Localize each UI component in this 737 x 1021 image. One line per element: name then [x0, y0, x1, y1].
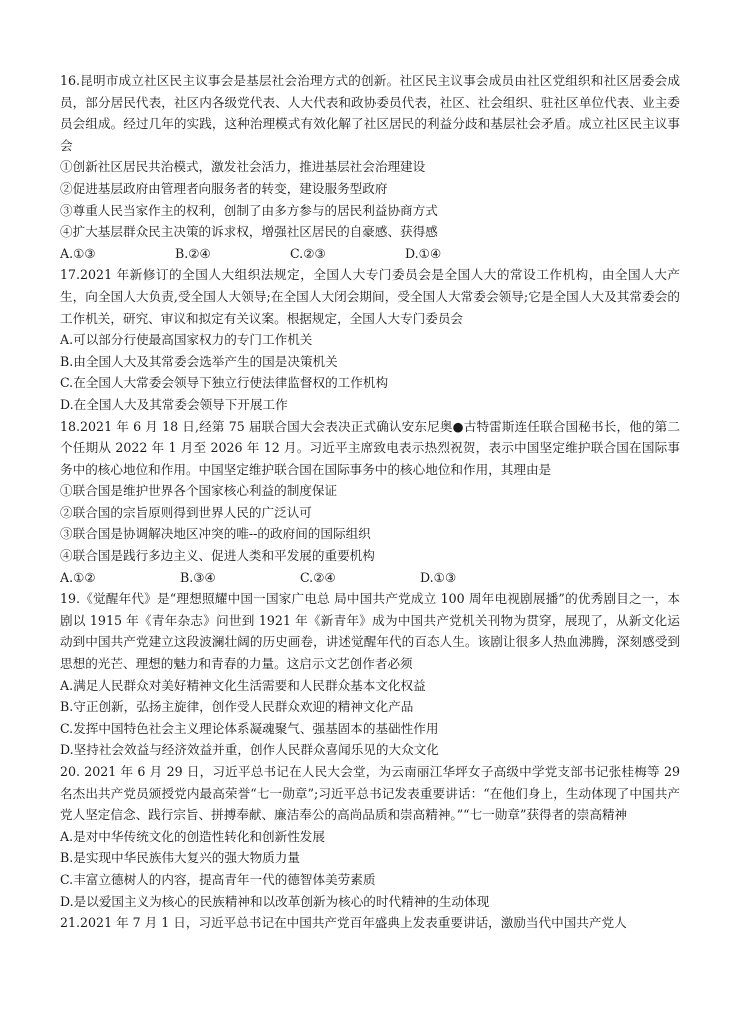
statement-item: ②促进基层政府由管理者向服务者的转变，建设服务型政府 [60, 180, 388, 196]
statement-item: ①创新社区居民共治模式，激发社会活力，推进基层社会治理建设 [60, 159, 426, 175]
choice-a: A.是对中华传统文化的创造性转化和创新性发展 [60, 828, 325, 844]
question-21 [60, 912, 680, 934]
statement-item: ④联合国是践行多边主义、促进人类和平发展的重要机构 [60, 548, 375, 564]
question-stem: 16.昆明市成立社区民主议事会是基层社会治理方式的创新。社区民主议事会成员由社区党组织和社区居委会成员，部分居民代表，社区内各级党代表、人大代表和政协委员代表，社区、社会组织、驻社区单位代表、业主委员会组成。经过几年的实践，这种治理模式有效化解了社区居民的利益分歧和基层社会矛盾。成立社区民主议事会 [60, 73, 680, 153]
choice-b: B.是实现中华民族伟大复兴的强大物质力量 [60, 850, 300, 866]
choice-d: D.坚持社会效益与经济效益并重，创作人民群众喜闻乐见的大众文化 [60, 742, 439, 758]
option-c: C.②③ [290, 245, 326, 261]
question-17 [60, 264, 680, 415]
statement-item: ①联合国是维护世界各个国家核心利益的制度保证 [60, 483, 338, 499]
statement-item: ③联合国是协调解决地区冲突的唯--的政府间的国际组织 [60, 526, 371, 542]
question-stem: 17.2021 年新修订的全国人大组织法规定，全国人大专门委员会是全国人大的常设工作机构，由全国人大产生，向全国人大负责,受全国人大领导;在全国人大闭会期间，受全国人大常委会领导;它是全国人大及其常委会的工作机关，研究、审议和拟定有关议案。根据规定，全国人大专门委员会 [60, 267, 680, 326]
option-d: D.①④ [405, 245, 442, 261]
option-a: A.①③ [60, 245, 96, 261]
choice-d: D.是以爱国主义为核心的民族精神和以改革创新为核心的时代精神的生动体现 [60, 893, 490, 909]
question-stem: 20. 2021 年 6 月 29 日，习近平总书记在人民大会堂，为云南丽江华坪女子高级中学党支部书记张桂梅等 29 名杰出共产党员颁授党内最高荣誉“七一勋章”;习近平总书记发表重要讲话：“在他们身上，生动体现了中国共产党人坚定信念、践行宗旨、拼搏奉献、廉洁奉公的高尚品质和崇高精神。”“七一勋章”获得者的崇高精神 [60, 764, 680, 823]
choice-a: A.满足人民群众对美好精神文化生活需要和人民群众基本文化权益 [60, 677, 426, 693]
option-d: D.①③ [420, 569, 457, 585]
choice-c: C.在全国人大常委会领导下独立行使法律监督权的工作机构 [60, 375, 389, 391]
exam-page [60, 70, 680, 934]
option-a: A.①② [60, 569, 96, 585]
statement-item: ③尊重人民当家作主的权利，创制了由多方参与的居民利益协商方式 [60, 202, 438, 218]
choice-b: B.由全国人大及其常委会选举产生的国是决策机关 [60, 353, 338, 369]
option-c: C.②④ [300, 569, 336, 585]
choice-c: C.丰富立德树人的内容，提高青年一代的德智体美劳素质 [60, 871, 376, 887]
statement-item: ④扩大基层群众民主决策的诉求权，增强社区居民的自豪感、获得感 [60, 224, 438, 240]
statement-item: ②联合国的宗旨原则得到世界人民的广泛认可 [60, 504, 312, 520]
question-19 [60, 588, 680, 761]
question-stem: 19.《觉醒年代》是“理想照耀中国一国家广电总 局中国共产党成立 100 周年电视剧展播”的优秀剧目之一，本剧以 1915 年《青年杂志》问世到 1921 年《新青年》成为中国共产党机关刊物为贯穿，展现了，从新文化运动到中国共产党建立这段波澜壮阔的历史画卷，讲述觉醒年代的百态人生。该剧让很多人热血沸腾，深刻感受到思想的光芒、理想的魅力和青春的力量。这启示文艺创作者必须 [60, 591, 680, 672]
answer-options [60, 567, 680, 589]
option-b: B.②④ [175, 245, 211, 261]
choice-c: C.发挥中国特色社会主义理论体系凝魂聚气、强基固本的基础性作用 [60, 720, 439, 736]
choice-d: D.在全国人大及其常委会领导下开展工作 [60, 396, 288, 412]
choice-b: B.守正创新，弘扬主旋律，创作受人民群众欢迎的精神文化产品 [60, 699, 414, 715]
question-20 [60, 761, 680, 912]
question-stem: 18.2021 年 6 月 18 日,经第 75 届联合国大会表决正式确认安东尼奥●古特雷斯连任联合国秘书长，他的第二个任期从 2022 年 1 月至 2026 年 12 月。习近平主席致电表示热烈祝贺，表示中国坚定维护联合国在国际事务中的核心地位和作用。中国坚定维护联合国在国际事务中的核心地位和作用，其理由是 [60, 418, 680, 477]
question-stem: 21.2021 年 7 月 1 日，习近平总书记在中国共产党百年盛典上发表重要讲话，激励当代中国共产党人 [60, 915, 627, 931]
answer-options [60, 243, 680, 265]
choice-a: A.可以部分行使最高国家权力的专门工作机关 [60, 332, 313, 348]
question-16 [60, 70, 680, 264]
question-18 [60, 416, 680, 589]
option-b: B.③④ [180, 569, 216, 585]
